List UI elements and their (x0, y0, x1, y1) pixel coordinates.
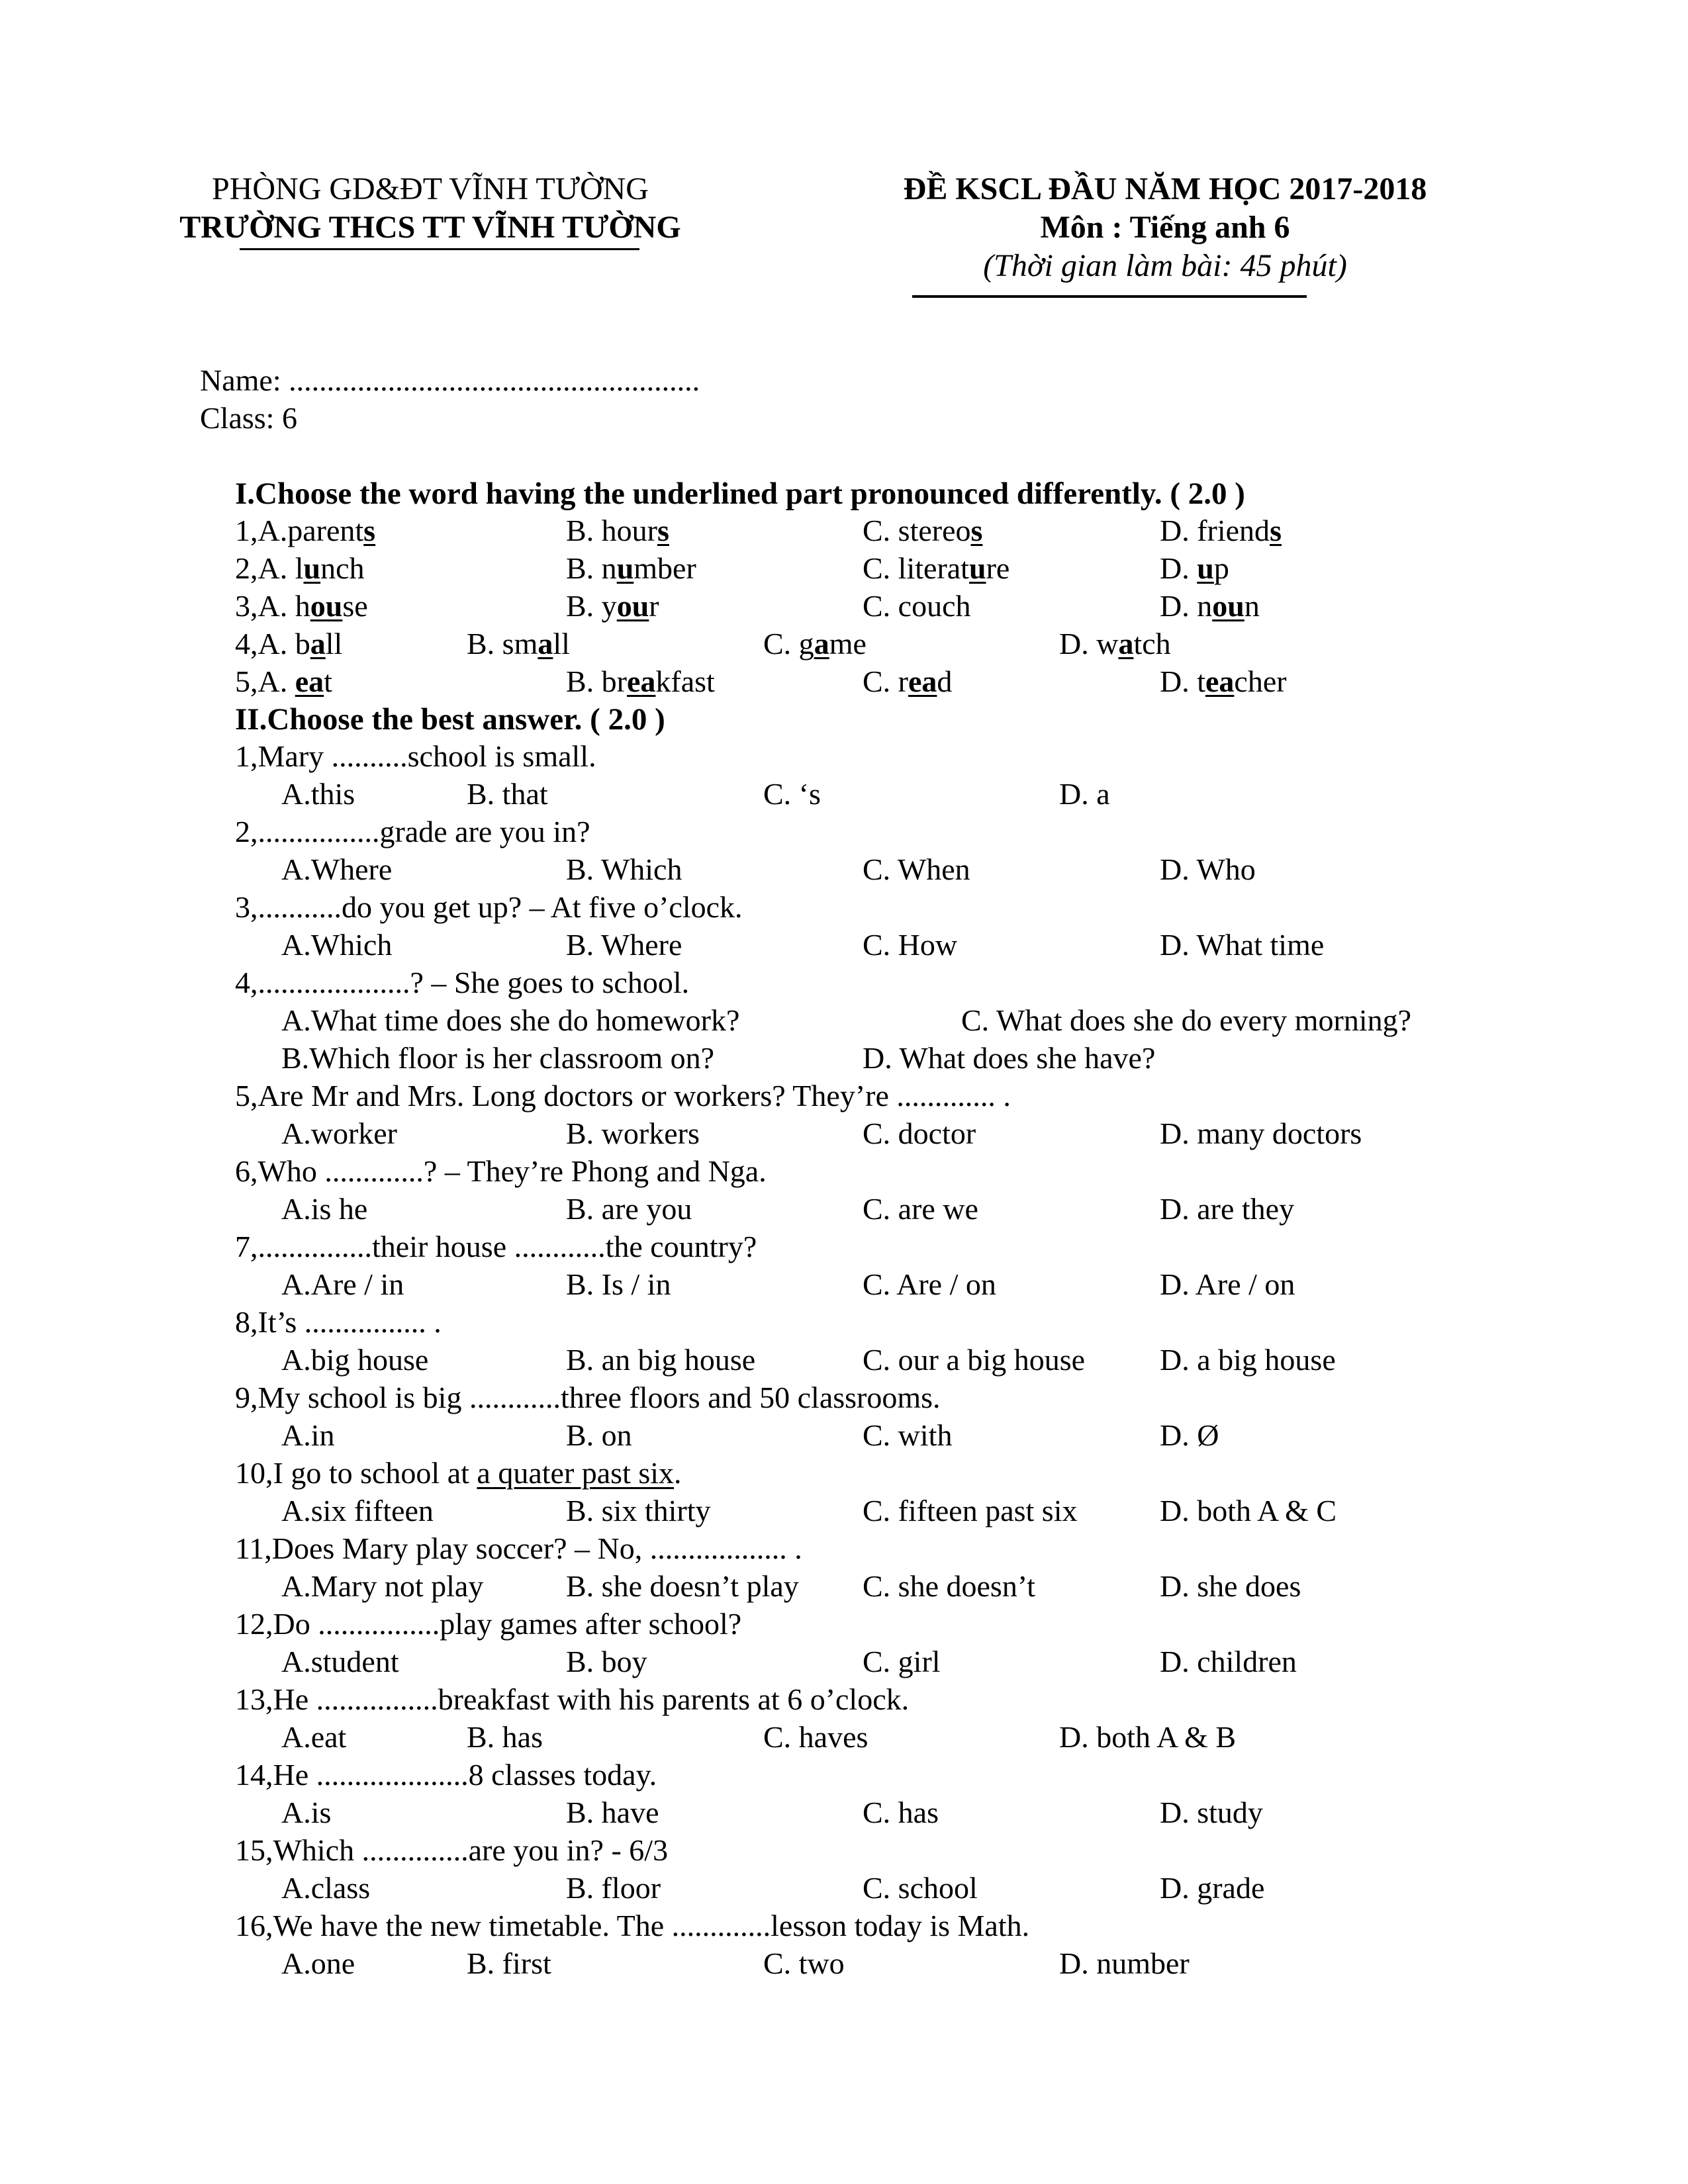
s2-q11-option-a: A.Mary not play (281, 1569, 484, 1603)
s2-q4-stem: 4,....................? – She goes to school. (235, 966, 690, 999)
s2-q6-option-b: B. are you (566, 1192, 692, 1226)
s2-q6-stem: 6,Who .............? – They’re Phong and Nga. (235, 1154, 767, 1188)
s2-q13-option-c: C. haves (763, 1720, 868, 1754)
s2-q9-option-b: B. on (566, 1418, 632, 1452)
section-2-title: II.Choose the best answer. ( 2.0 ) (235, 702, 665, 737)
s2-q7-option-d: D. Are / on (1160, 1267, 1295, 1301)
s2-q8-option-b: B. an big house (566, 1343, 756, 1377)
s2-q15-option-a: A.class (281, 1871, 371, 1905)
s2-q9-option-a: A.in (281, 1418, 335, 1452)
s1-q1-option-a: 1,A.parents (235, 514, 376, 547)
s1-q5-option-a: 5,A. eat (235, 664, 332, 698)
s2-q4-option-a: A.What time does she do homework? (281, 1003, 740, 1037)
s1-q3-option-c: C. couch (863, 589, 971, 623)
s2-q14-option-d: D. study (1160, 1796, 1263, 1829)
s2-q1-option-b: B. that (467, 777, 548, 811)
s2-q12-stem: 12,Do ................play games after school? (235, 1607, 742, 1641)
s2-q3-stem: 3,...........do you get up? – At five o’clock. (235, 890, 743, 924)
s2-q3-option-b: B. Where (566, 928, 682, 962)
s2-q2-option-d: D. Who (1160, 852, 1256, 886)
s2-q5-option-d: D. many doctors (1160, 1116, 1362, 1150)
s2-q10-option-b: B. six thirty (566, 1494, 711, 1527)
exam-duration: (Thời gian làm bài: 45 phút) (983, 248, 1347, 283)
s1-q5-option-d: D. teacher (1160, 664, 1287, 698)
s2-q15-option-b: B. floor (566, 1871, 661, 1905)
s2-q4-option-b: B.Which floor is her classroom on? (281, 1041, 715, 1075)
s2-q10-option-c: C. fifteen past six (863, 1494, 1078, 1527)
s1-q3-option-b: B. your (566, 589, 659, 623)
s2-q6-option-c: C. are we (863, 1192, 978, 1226)
exam-subject: Môn : Tiếng anh 6 (1040, 210, 1290, 245)
s2-q10-option-a: A.six fifteen (281, 1494, 434, 1527)
s2-q3-option-c: C. How (863, 928, 958, 962)
s2-q15-option-c: C. school (863, 1871, 978, 1905)
s2-q14-option-c: C. has (863, 1796, 939, 1829)
s1-q4-option-c: C. game (763, 627, 867, 660)
s2-q6-option-a: A.is he (281, 1192, 368, 1226)
s1-q3-option-d: D. noun (1160, 589, 1260, 623)
name-line (200, 362, 700, 399)
s2-q1-stem: 1,Mary ..........school is small. (235, 739, 596, 773)
s2-q8-option-c: C. our a big house (863, 1343, 1086, 1377)
s2-q9-stem: 9,My school is big ............three floors and 50 classrooms. (235, 1381, 941, 1414)
name-label: Name: (200, 363, 289, 397)
class-line: Class: 6 (200, 401, 297, 435)
s2-q15-option-d: D. grade (1160, 1871, 1265, 1905)
s1-q1-option-c: C. stereos (863, 514, 983, 547)
s2-q6-option-d: D. are they (1160, 1192, 1295, 1226)
s1-q2-option-d: D. up (1160, 551, 1229, 585)
s2-q3-option-d: D. What time (1160, 928, 1325, 962)
s2-q7-option-c: C. Are / on (863, 1267, 996, 1301)
school-name: TRƯỜNG THCS TT VĨNH TƯỜNG (179, 210, 681, 245)
s2-q14-stem: 14,He ....................8 classes today. (235, 1758, 657, 1792)
s2-q11-stem: 11,Does Mary play soccer? – No, .................. . (235, 1531, 802, 1565)
s2-q5-stem: 5,Are Mr and Mrs. Long doctors or workers? They’re ............. . (235, 1079, 1011, 1113)
s2-q10-stem: 10,I go to school at a quater past six. (235, 1456, 682, 1490)
s2-q7-option-a: A.Are / in (281, 1267, 404, 1301)
s2-q5-option-c: C. doctor (863, 1116, 976, 1150)
s2-q11-option-b: B. she doesn’t play (566, 1569, 799, 1603)
s1-q5-option-c: C. read (863, 664, 953, 698)
s1-q2-option-b: B. number (566, 551, 696, 585)
s2-q13-option-b: B. has (467, 1720, 543, 1754)
s1-q1-option-d: D. friends (1160, 514, 1282, 547)
s2-q1-option-a: A.this (281, 777, 355, 811)
s2-q16-option-a: A.one (281, 1946, 355, 1980)
s2-q5-option-b: B. workers (566, 1116, 700, 1150)
s1-q3-option-a: 3,A. house (235, 589, 368, 623)
s2-q9-option-c: C. with (863, 1418, 953, 1452)
s2-q14-option-b: B. have (566, 1796, 659, 1829)
s2-q16-option-d: D. number (1059, 1946, 1190, 1980)
s1-q4-option-d: D. watch (1059, 627, 1171, 660)
s2-q5-option-a: A.worker (281, 1116, 397, 1150)
department-name: PHÒNG GD&ĐT VĨNH TƯỜNG (212, 171, 649, 206)
s1-q4-option-a: 4,A. ball (235, 627, 343, 660)
s1-q1-option-b: B. hours (566, 514, 669, 547)
s2-q12-option-b: B. boy (566, 1645, 647, 1678)
s2-q16-option-b: B. first (467, 1946, 551, 1980)
s1-q5-option-b: B. breakfast (566, 664, 715, 698)
s2-q8-stem: 8,It’s ................ . (235, 1305, 442, 1339)
s2-q4-option-d: D. What does she have? (863, 1041, 1156, 1075)
s2-q13-option-d: D. both A & B (1059, 1720, 1237, 1754)
s2-q4-option-c: C. What does she do every morning? (961, 1003, 1412, 1037)
s2-q7-stem: 7,...............their house ............the country? (235, 1230, 757, 1263)
s2-q16-stem: 16,We have the new timetable. The .............lesson today is Math. (235, 1909, 1030, 1942)
s2-q15-stem: 15,Which ..............are you in? - 6/3 (235, 1833, 669, 1867)
s2-q2-stem: 2,................grade are you in? (235, 815, 590, 848)
exam-duration-underline (912, 295, 1307, 298)
s2-q10-option-d: D. both A & C (1160, 1494, 1337, 1527)
s2-q11-option-d: D. she does (1160, 1569, 1301, 1603)
section-1-title: I.Choose the word having the underlined part pronounced differently. ( 2.0 ) (235, 477, 1245, 511)
s2-q2-option-c: C. When (863, 852, 970, 886)
s2-q3-option-a: A.Which (281, 928, 393, 962)
s2-q12-option-c: C. girl (863, 1645, 941, 1678)
s2-q13-stem: 13,He ................breakfast with his parents at 6 o’clock. (235, 1682, 910, 1716)
s2-q11-option-c: C. she doesn’t (863, 1569, 1036, 1603)
s2-q14-option-a: A.is (281, 1796, 332, 1829)
s2-q9-option-d: D. Ø (1160, 1418, 1219, 1452)
s1-q2-option-a: 2,A. lunch (235, 551, 365, 585)
s2-q8-option-a: A.big house (281, 1343, 429, 1377)
name-field[interactable]: ...................................................... (289, 363, 700, 397)
s2-q7-option-b: B. Is / in (566, 1267, 671, 1301)
exam-title: ĐỀ KSCL ĐẦU NĂM HỌC 2017-2018 (903, 171, 1427, 206)
s2-q12-option-d: D. children (1160, 1645, 1297, 1678)
s2-q13-option-a: A.eat (281, 1720, 347, 1754)
s2-q2-option-a: A.Where (281, 852, 393, 886)
school-name-underline (240, 248, 639, 250)
s2-q1-option-c: C. ‘s (763, 777, 821, 811)
s2-q12-option-a: A.student (281, 1645, 399, 1678)
s2-q2-option-b: B. Which (566, 852, 682, 886)
s2-q1-option-d: D. a (1059, 777, 1110, 811)
s1-q4-option-b: B. small (467, 627, 570, 660)
s2-q8-option-d: D. a big house (1160, 1343, 1336, 1377)
s1-q2-option-c: C. literature (863, 551, 1010, 585)
s2-q16-option-c: C. two (763, 1946, 845, 1980)
